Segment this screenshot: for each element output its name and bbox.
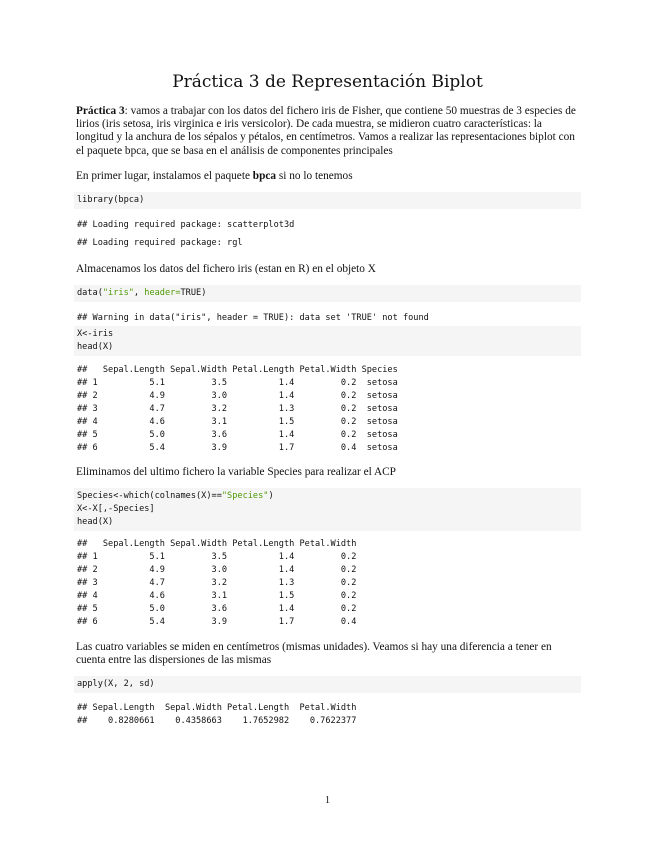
table-row: ## 0.8280661 0.4358663 1.7652982 0.7622377 <box>77 716 357 726</box>
units-paragraph: Las cuatro variables se miden en centímetros (mismas unidades). Veamos si hay una diferencia a tener en cuenta entre las dispersiones de las mismas <box>76 641 552 667</box>
table-row: ## 2 4.9 3.0 1.4 0.2 setosa <box>77 391 398 401</box>
table-row: ## Sepal.Length Sepal.Width Petal.Length Petal.Width Species <box>77 365 398 375</box>
output-loading-1: ## Loading required package: scatterplot3d <box>77 220 295 230</box>
table-row: ## 2 4.9 3.0 1.4 0.2 <box>77 565 357 575</box>
table-row: ## 4 4.6 3.1 1.5 0.2 <box>77 591 357 601</box>
intro-lead: Práctica 3 <box>76 105 125 117</box>
install-paragraph <box>76 170 578 183</box>
output-table-3 <box>77 702 579 728</box>
table-row: ## 4 4.6 3.1 1.5 0.2 setosa <box>77 417 398 427</box>
code-data-arg: header= <box>144 288 181 298</box>
table-row: ## 5 5.0 3.6 1.4 0.2 setosa <box>77 430 398 440</box>
table-row: ## 6 5.4 3.9 1.7 0.4 setosa <box>77 443 398 453</box>
code-data-close: ) <box>201 288 207 298</box>
code-species-pre: Species<-which(colnames(X)== <box>77 491 222 501</box>
store-paragraph: Almacenamos los datos del fichero iris (estan en R) en el objeto X <box>76 263 376 275</box>
page-number: 1 <box>325 795 330 806</box>
code-data-fn: data( <box>77 288 103 298</box>
table-row: ## Sepal.Length Sepal.Width Petal.Length Petal.Width <box>77 703 357 713</box>
code-species-post: ) <box>268 491 274 501</box>
table-row: ## 3 4.7 3.2 1.3 0.2 setosa <box>77 404 398 414</box>
code-data-str: "iris" <box>102 288 134 298</box>
code-apply: apply(X, 2, sd) <box>74 676 581 693</box>
code-line: X<-X[,-Species] <box>77 504 155 514</box>
code-line: head(X) <box>77 342 114 352</box>
code-species <box>74 488 581 531</box>
output-table-2 <box>77 538 579 629</box>
page-title: Práctica 3 de Representación Biplot <box>172 72 483 92</box>
output-warning: ## Warning in data("iris", header = TRUE): data set 'TRUE' not found <box>77 313 429 323</box>
code-data-val: TRUE <box>180 288 202 298</box>
code-line: X<-iris <box>77 329 114 339</box>
code-line <box>77 490 578 503</box>
install-text-before: En primer lugar, instalamos el paquete <box>76 170 253 182</box>
code-library: library(bpca) <box>74 192 581 209</box>
table-row: ## 1 5.1 3.5 1.4 0.2 setosa <box>77 378 398 388</box>
output-table-1 <box>77 364 579 455</box>
code-data-sep: , <box>133 288 145 298</box>
intro-paragraph <box>76 105 578 158</box>
code-line: head(X) <box>77 517 114 527</box>
code-head-1 <box>74 326 581 356</box>
remove-paragraph: Eliminamos del ultimo fichero la variable Species para realizar el ACP <box>76 466 396 478</box>
code-data <box>74 285 581 302</box>
table-row: ## 6 5.4 3.9 1.7 0.4 <box>77 617 357 627</box>
intro-text: : vamos a trabajar con los datos del fichero iris de Fisher, que contiene 50 muestras de 3 especies de lirios (iris setosa, iris virginica e iris versicolor). De cada muestra, se midieron cuatro características: la longitud y la anchura de los sépalos y pétalos, en centímetros. Vamos a realizar las representaciones biplot con el paquete bpca, que se basa en el análisis de componentes principales <box>76 105 576 157</box>
table-row: ## 5 5.0 3.6 1.4 0.2 <box>77 604 357 614</box>
table-row: ## 1 5.1 3.5 1.4 0.2 <box>77 552 357 562</box>
code-species-str: "Species" <box>221 491 269 501</box>
output-loading-2: ## Loading required package: rgl <box>77 238 243 248</box>
package-name: bpca <box>252 170 277 182</box>
table-row: ## 3 4.7 3.2 1.3 0.2 <box>77 578 357 588</box>
table-row: ## Sepal.Length Sepal.Width Petal.Length Petal.Width <box>77 539 357 549</box>
install-text-after: si no lo tenemos <box>276 170 353 182</box>
